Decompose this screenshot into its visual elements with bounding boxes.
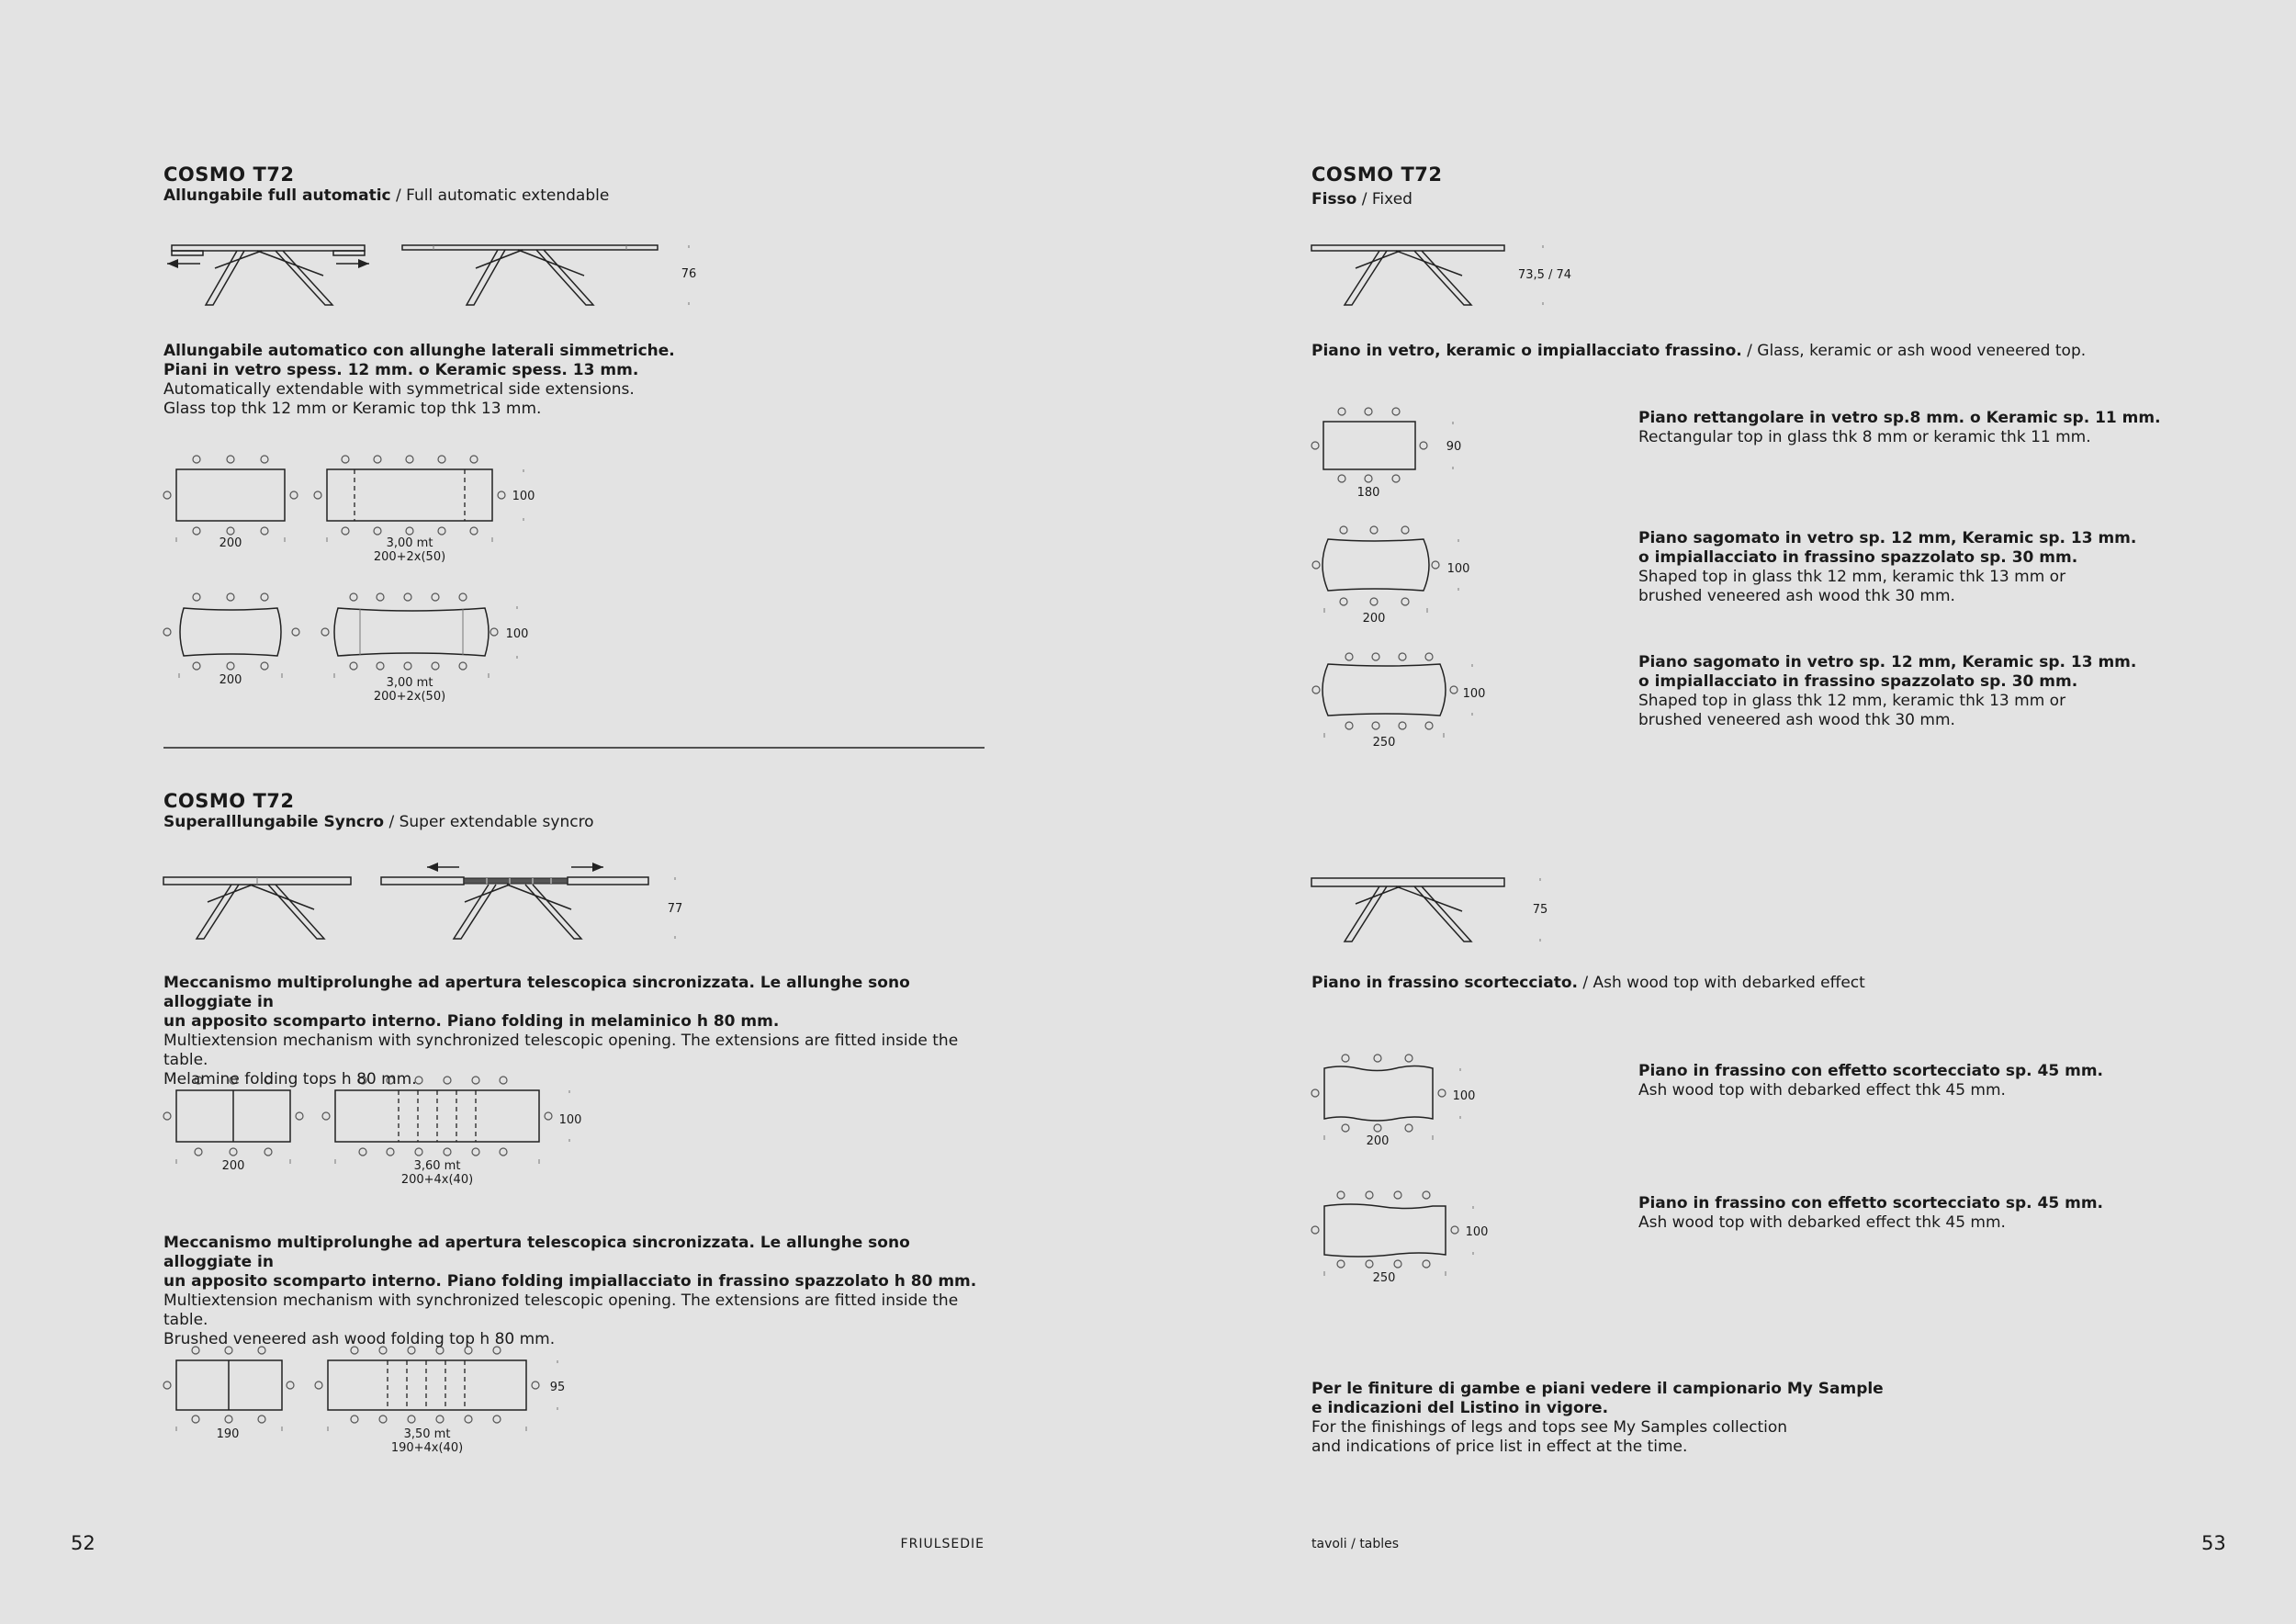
width-dim: 100: [1446, 562, 1470, 576]
extended-dim: 3,00 mt 200+2x(50): [373, 676, 446, 704]
top-description: Piano in frassino con effetto scortecciato sp. 45 mm. Ash wood top with debarked effect thk 45 mm.: [1638, 1194, 2103, 1232]
extended-dim: 3,00 mt 200+2x(50): [373, 536, 446, 564]
section-subtitle: Superalllungabile Syncro / Super extendable syncro: [163, 813, 594, 831]
width-dim: 100: [1465, 1225, 1489, 1239]
extended-dim: 3,60 mt 200+4x(40): [400, 1159, 474, 1187]
height-dim: 75: [1532, 903, 1548, 917]
brand-name: FRIULSEDIE: [900, 1537, 985, 1551]
page-number: 52: [71, 1532, 96, 1554]
width-dim: 100: [505, 627, 529, 641]
width-dim: 100: [1462, 687, 1486, 701]
section-footer: tavoli / tables: [1311, 1537, 1400, 1551]
height-dim: 77: [667, 902, 683, 916]
length-dim: 200: [221, 1159, 245, 1173]
page-number: 53: [2201, 1532, 2226, 1554]
length-dim: 200: [219, 536, 242, 550]
finishes-note: Per le finiture di gambe e piani vedere il campionario My Sample e indicazioni del Listino in vigore. For the finishings of legs and tops see My Samples collection and indications of price list in effect at the time.: [1311, 1380, 1884, 1456]
length-dim: 200: [1366, 1134, 1390, 1148]
length-dim: 250: [1372, 1271, 1396, 1285]
section-description: Piano in frassino scortecciato. / Ash wood top with debarked effect: [1311, 974, 1865, 992]
section-description: Meccanismo multiprolunghe ad apertura telescopica sincronizzata. Le allunghe sono alloggiate in un apposito scomparto interno. Piano folding in melaminico h 80 mm. Multiextension mechanism with synchronized telescopic opening. The extensions are fitted inside the table. Melamine folding tops h 80 mm.: [163, 974, 959, 1088]
top-description: Piano sagomato in vetro sp. 12 mm, Keramic sp. 13 mm. o impiallacciato in frassino spazzolato sp. 30 mm. Shaped top in glass thk 12 mm, keramic thk 13 mm or brushed veneered ash wood thk 30 mm.: [1638, 653, 2137, 729]
width-dim: 100: [512, 490, 535, 503]
section-description: Allungabile automatico con allunghe laterali simmetriche. Piani in vetro spess. 12 mm. o Keramic spess. 13 mm. Automatically extendable with symmetrical side extensions. Glass top thk 12 mm or Keramic top thk 13 mm.: [163, 342, 675, 418]
width-dim: 100: [1452, 1089, 1476, 1103]
height-dim: 73,5 / 74: [1517, 268, 1572, 282]
length-dim: 190: [216, 1427, 240, 1441]
length-dim: 200: [219, 673, 242, 687]
section-subtitle: Fisso / Fixed: [1311, 190, 1412, 209]
length-dim: 250: [1372, 736, 1396, 750]
height-dim: 76: [681, 267, 697, 281]
section-title: COSMO T72: [163, 790, 295, 812]
length-dim: 180: [1356, 486, 1380, 500]
top-description: Piano sagomato in vetro sp. 12 mm, Keramic sp. 13 mm. o impiallacciato in frassino spazzolato sp. 30 mm. Shaped top in glass thk 12 mm, keramic thk 13 mm or brushed veneered ash wood thk 30 mm.: [1638, 529, 2137, 605]
section-title: COSMO T72: [1311, 164, 1443, 186]
top-description: Piano in frassino con effetto scortecciato sp. 45 mm. Ash wood top with debarked effect thk 45 mm.: [1638, 1062, 2103, 1100]
width-dim: 95: [549, 1381, 566, 1394]
top-description: Piano rettangolare in vetro sp.8 mm. o Keramic sp. 11 mm. Rectangular top in glass thk 8 mm or keramic thk 11 mm.: [1638, 409, 2161, 446]
section-description: Piano in vetro, keramic o impiallacciato frassino. / Glass, keramic or ash wood veneered top.: [1311, 342, 2087, 360]
width-dim: 90: [1446, 440, 1462, 454]
width-dim: 100: [558, 1113, 582, 1127]
section-description: Meccanismo multiprolunghe ad apertura telescopica sincronizzata. Le allunghe sono alloggiate in un apposito scomparto interno. Piano folding impiallacciato in frassino spazzolato h 80 mm. Multiextension mechanism with synchronized telescopic opening. The extensions are fitted inside the table. Brushed veneered ash wood folding top h 80 mm.: [163, 1234, 977, 1348]
extended-dim: 3,50 mt 190+4x(40): [390, 1427, 464, 1455]
length-dim: 200: [1362, 612, 1386, 626]
section-title: COSMO T72: [163, 164, 295, 186]
section-subtitle: Allungabile full automatic / Full automatic extendable: [163, 186, 610, 205]
